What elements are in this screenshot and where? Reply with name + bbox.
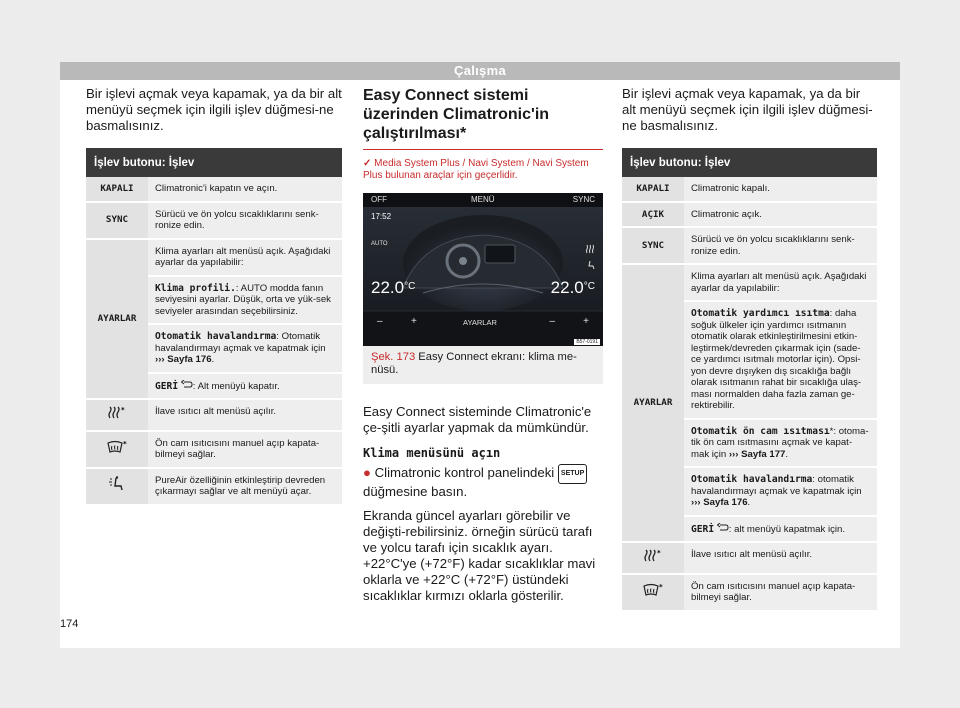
setting-label: GERİ — [155, 380, 179, 392]
page-ref-link[interactable]: Sayfa 176 — [703, 497, 748, 508]
table-header: İşlev butonu: İşlev — [622, 148, 877, 177]
table-row — [622, 264, 877, 301]
value-cell: Klima ayarları alt menüsü açık. Aşağıdaki ayarlar da yapılabilir: — [684, 264, 877, 301]
right-temp-minus-button[interactable]: – — [549, 316, 555, 327]
menu-button[interactable]: MENÜ — [471, 195, 495, 204]
setting-text: *: otoma-tik ön cam ısıtmasını açmak ve kapat-mak için — [691, 425, 869, 460]
validity-text: Media System Plus / Navi System / Navi System Plus bulunan araçlar için geçerlidir. — [363, 158, 589, 181]
value-cell: Otomatik havalandırma: Otomatik havalandırmayı açmak ve kapatmak için ››› Sayfa 176. — [148, 324, 342, 373]
setting-text: : Otomatik havalandırmayı açmak ve kapatmak için — [155, 331, 326, 354]
heater-icon — [622, 542, 684, 574]
svg-text:*: * — [659, 583, 663, 592]
setting-text: : AUTO modda fanın seviyesini ayarlar. Düşük, orta ve yük-sek seviyeler arasından seçebilirsiniz. — [155, 282, 331, 317]
key-cell: KAPALI — [86, 177, 148, 202]
left-temp-minus-button[interactable]: – — [377, 316, 383, 327]
bullet-text: Climatronic kontrol panelindeki — [374, 465, 555, 480]
value-cell: PureAir özelliğinin etkinleştirip devreden çıkarmayı sağlar ve alt menüyü açar. — [148, 468, 342, 505]
value-cell: Ön cam ısıtıcısını manuel açıp kapata-bilmeyi sağlar. — [148, 431, 342, 468]
table-header: İşlev butonu: İşlev — [86, 148, 342, 177]
windshield-heater-icon — [86, 431, 148, 468]
page-ref-link[interactable]: Sayfa 177 — [741, 448, 786, 460]
setting-text: : alt menüyü kapatmak için. — [728, 523, 846, 535]
temp-left-display — [371, 278, 415, 298]
table-row — [622, 542, 877, 574]
section-header — [60, 62, 900, 80]
ref-arrow: ››› — [728, 448, 739, 460]
value-cell: Otomatik havalandırma: otomatik havalandırmayı açmak ve kapatmak için ››› Sayfa 176. — [684, 467, 877, 516]
return-arrow-icon — [181, 381, 193, 392]
setting-label: Otomatik havalandırma — [691, 474, 813, 485]
figure-number: Şek. 173 — [371, 351, 416, 363]
page-ref-link[interactable]: Sayfa 176 — [167, 354, 212, 365]
temp-left-value: 22.0 — [371, 278, 405, 297]
setting-label: Otomatik havalandırma — [155, 331, 277, 342]
manual-page — [60, 62, 900, 648]
temp-unit: °C — [404, 281, 416, 292]
key-cell: AÇIK — [622, 202, 684, 228]
value-cell: İlave ısıtıcı alt menüsü açılır. — [684, 542, 877, 574]
right-temp-plus-button[interactable]: + — [583, 316, 589, 327]
temp-unit: °C — [583, 281, 595, 292]
bullet-dot: ● — [363, 465, 371, 480]
function-table-1 — [86, 148, 342, 506]
setting-text: : daha soğuk ülkeler için yardımcı ısıtmanın otomatik olarak etkinleştirilmesini etkin-leştirmek/devreden çıkarmak için (sade-ce yardımcı ısıtmalı motorlar için). Opsi-yon devre dışıyken dış sıcaklığa bağlı olarak ısıtmanın rahat bir sıcaklığa ulaş-ması normalden daha fazla zaman ge-rektirebilir. — [691, 308, 862, 411]
table-row — [86, 431, 342, 468]
value-cell: Ön cam ısıtıcısını manuel açıp kapata-bilmeyi sağlar. — [684, 574, 877, 611]
svg-text:*: * — [121, 406, 125, 414]
key-cell: SYNC — [86, 202, 148, 239]
table-row — [622, 227, 877, 264]
temp-right-value: 22.0 — [550, 278, 584, 297]
windshield-heater-icon — [622, 574, 684, 611]
setup-button-icon: SETUP — [558, 464, 587, 484]
subheading: Klima menüsünü açın — [363, 446, 501, 460]
table-row — [622, 574, 877, 611]
figure-caption — [363, 346, 603, 384]
section-heading: Easy Connect sistemi üzerinden Climatronic'in çalıştırılması* — [363, 86, 603, 150]
value-cell: Sürücü ve ön yolcu sıcaklıklarını senk-ronize edin. — [148, 202, 342, 239]
value-cell — [684, 516, 877, 543]
key-cell: KAPALI — [622, 177, 684, 202]
paragraph: Easy Connect sisteminde Climatronic'e çe-şitli ayarlar yapmak da mümkündür. — [363, 404, 592, 435]
value-cell: Klima ayarları alt menüsü açık. Aşağıdaki ayarlar da yapılabilir: — [148, 239, 342, 276]
middle-column — [363, 86, 603, 604]
temp-right-display — [551, 278, 595, 298]
bullet-text: düğmesine basın. — [363, 484, 468, 499]
section-title: Çalışma — [454, 63, 506, 78]
value-cell: Sürücü ve ön yolcu sıcaklıklarını senk-ronize edin. — [684, 227, 877, 264]
value-cell: Climatronic kapalı. — [684, 177, 877, 202]
setting-label: Otomatik ön cam ısıtması — [691, 425, 830, 437]
return-arrow-icon — [717, 524, 729, 535]
ref-arrow: ››› — [155, 354, 165, 365]
right-column — [622, 86, 877, 612]
table-row — [86, 399, 342, 431]
table-row — [622, 202, 877, 228]
table-row — [86, 468, 342, 505]
validity-note — [363, 158, 603, 181]
easy-connect-screen-figure — [363, 193, 603, 346]
table-row — [86, 177, 342, 202]
key-cell: SYNC — [622, 227, 684, 264]
table-row — [86, 202, 342, 239]
value-cell: İlave ısıtıcı alt menüsü açılır. — [148, 399, 342, 431]
svg-text:*: * — [123, 440, 127, 449]
intro-paragraph: Bir işlevi açmak veya kapamak, ya da bir alt menüyü seçmek için ilgili işlev düğmesi-ne basmalısınız. — [622, 86, 873, 133]
bullet-item — [363, 464, 603, 500]
setting-text: : otomatik havalandırmayı açmak ve kapatmak için — [691, 474, 862, 497]
intro-paragraph: Bir işlevi açmak veya kapamak, ya da bir alt menüyü seçmek için ilgili işlev düğmesi-ne basmalısınız. — [86, 86, 342, 133]
setting-text: : Alt menüyü kapatır. — [192, 380, 280, 392]
value-cell — [684, 301, 877, 419]
value-cell — [148, 276, 342, 325]
clock-display: 17:52 — [371, 212, 392, 221]
table-row — [622, 177, 877, 202]
pureair-seat-icon — [86, 468, 148, 505]
setting-label: Klima profili. — [155, 282, 236, 294]
svg-text:*: * — [657, 549, 661, 557]
value-cell: Climatronic'i kapatın ve açın. — [148, 177, 342, 202]
function-table-2 — [622, 148, 877, 612]
left-column — [86, 86, 342, 506]
ref-arrow: ››› — [691, 497, 701, 508]
auto-button[interactable]: AUTO — [371, 241, 388, 247]
sync-button[interactable]: SYNC — [572, 195, 595, 204]
ayarlar-button[interactable]: AYARLAR — [463, 318, 497, 327]
value-cell: Otomatik ön cam ısıtması*: otoma-tik ön cam ısıtmasını açmak ve kapat-mak için ››› Sayfa 177. — [684, 419, 877, 468]
key-cell: AYARLAR — [622, 264, 684, 542]
heater-icon — [86, 399, 148, 431]
setting-label: GERİ — [691, 523, 715, 535]
figure-caption-text: Easy Connect ekranı: klima me-nüsü. — [371, 351, 577, 376]
figure-code: B57-0191 — [576, 339, 598, 345]
key-cell: AYARLAR — [86, 239, 148, 400]
paragraph: Ekranda güncel ayarları görebilir ve değişti-rebilirsiniz. örneğin sürücü tarafı ve yolcu tarafı için sıcaklık ayarı. +22°C'ye (+72°F) kadar sıcaklıklar mavi oklarla ve +22°C (+72°F) üstündeki sıcaklıklar kırmızı oklarla gösterilir. — [363, 508, 596, 603]
checkmark-icon: ✓ — [363, 158, 372, 169]
setting-label: Otomatik yardımcı ısıtma — [691, 308, 830, 319]
page-number: 174 — [60, 618, 79, 630]
value-cell: Climatronic açık. — [684, 202, 877, 228]
value-cell — [148, 373, 342, 400]
table-row — [86, 239, 342, 276]
pureair-seat-icon[interactable] — [585, 257, 595, 275]
left-temp-plus-button[interactable]: + — [411, 316, 417, 327]
off-button[interactable]: OFF — [371, 195, 387, 204]
